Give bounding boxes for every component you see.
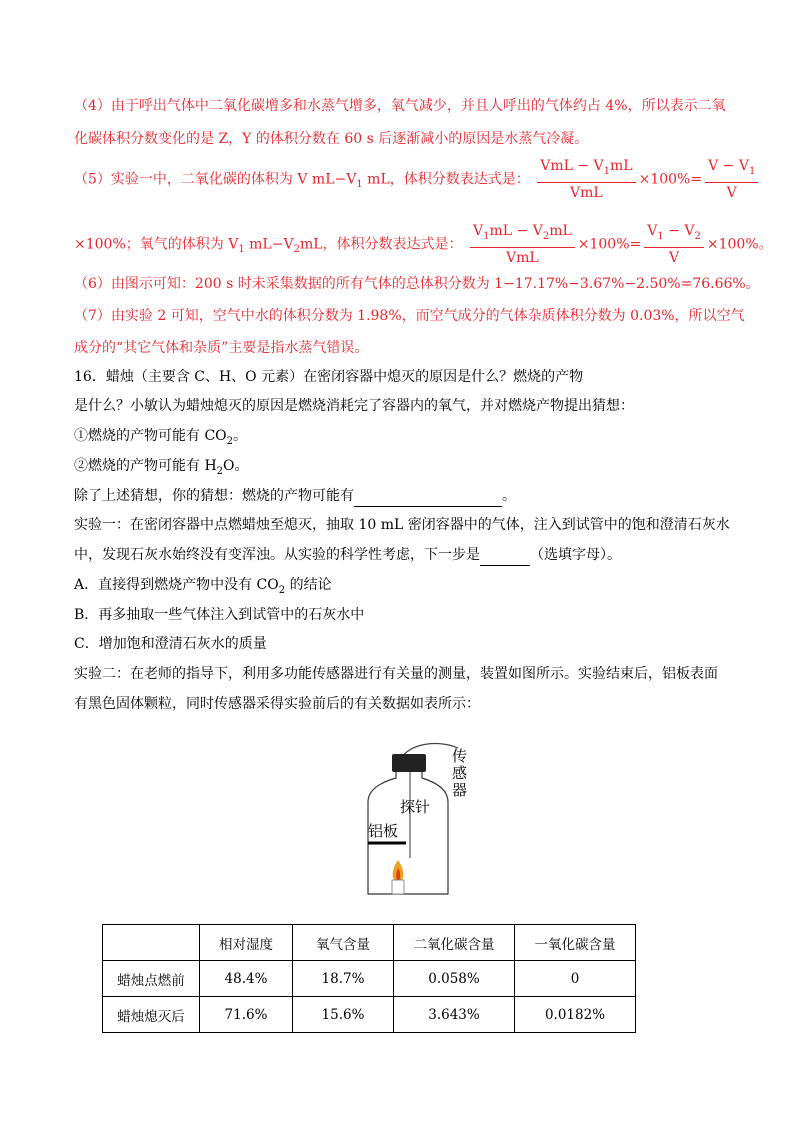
answer-7-line-2: 成分的“其它气体和杂质”主要是指水蒸气错误。 xyxy=(74,340,369,356)
table-row xyxy=(103,997,636,1033)
fraction-o2-volume: $\frac{V_1mL - V_2mL}{\text{VmL}}$ xyxy=(470,222,575,267)
answer-5-sub: 1 xyxy=(356,179,363,191)
table-cell: 15.6% xyxy=(293,997,394,1033)
experiment-2-line-2: 有黑色固体颗粒，同时传感器采得实验前后的有关数据如表所示： xyxy=(74,696,480,712)
fraction-co2-volume: $\frac{VmL - V_1mL}{\text{VmL}}$ xyxy=(537,157,635,202)
answer-4-line-2: 化碳体积分数变化的是 Z，Y 的体积分数在 60 s 后逐渐减小的原因是水蒸气冷凝。 xyxy=(74,131,589,147)
candle xyxy=(392,880,404,894)
answer-5-prefix: （5）实验一中，二氧化碳的体积为 V mL−V xyxy=(74,171,357,188)
fraction-co2-simplified: $\frac{V - V_1}{V}$ xyxy=(705,157,758,202)
experiment-1-line-1: 实验一：在密闭容器中点燃蜡烛至熄灭，抽取 10 mL 密闭容器中的气体，注入到试管中的饱和澄清石灰水 xyxy=(74,517,730,533)
table-header-cell: 相对湿度 xyxy=(200,925,293,961)
experiment-2-line-1: 实验二：在老师的指导下，利用多功能传感器进行有关量的测量，装置如图所示。实验结束后，铝板表面 xyxy=(74,666,718,682)
bottle-cap xyxy=(392,754,426,772)
table-cell: 71.6% xyxy=(200,997,293,1033)
option-a: A．直接得到燃烧产物中没有 $CO_2$ 的结论 xyxy=(74,577,332,596)
guess-1: ①燃烧的产物可能有 $CO_2$。 xyxy=(74,428,248,447)
label-plate: 铝板 xyxy=(368,822,399,840)
table-header-cell: 一氧化碳含量 xyxy=(515,925,636,961)
table-cell: 18.7% xyxy=(293,961,394,997)
table-cell: 蜡烛点燃前 xyxy=(103,961,200,997)
table-header-row xyxy=(103,925,636,961)
guess-2: ②燃烧的产物可能有 $H_2O$。 xyxy=(74,458,249,477)
label-sensor: 传感器 xyxy=(452,747,468,799)
measurement-table xyxy=(102,924,636,1033)
answer-6: （6）由图示可知：200 s 时未采集数据的所有气体的总体积分数为 1−17.17%−3.67%−2.50%=76.66%。 xyxy=(74,276,760,292)
answer-5-mid: mL，体积分数表达式是： xyxy=(362,171,530,188)
apparatus-figure xyxy=(340,738,490,898)
fraction-o2-simplified: $\frac{V_1 - V_2}{V}$ xyxy=(644,222,704,267)
option-b: B．再多抽取一些气体注入到试管中的石灰水中 xyxy=(74,607,365,623)
table-cell: 0.0182% xyxy=(515,997,636,1033)
table-header-cell: 二氧化碳含量 xyxy=(394,925,515,961)
table-row xyxy=(103,961,636,997)
answer-4-line-1: （4）由于呼出气体中二氧化碳增多和水蒸气增多，氧气减少，并且人呼出的气体约占 4%，所以表示二氧 xyxy=(74,98,726,114)
answer-7-line-1: （7）由实验 2 可知，空气中水的体积分数为 1.98%，而空气成分的气体杂质体积分数为 0.03%，所以空气 xyxy=(74,308,745,324)
answer-blank-choice[interactable] xyxy=(480,545,530,566)
question-16-line-2: 是什么？小敏认为蜡烛熄灭的原因是燃烧消耗完了容器内的氧气，并对燃烧产物提出猜想： xyxy=(74,398,634,414)
table-cell: 蜡烛熄灭后 xyxy=(103,997,200,1033)
answer-5-line-2: ×100%；氧气的体积为 $V_1$ $mL-V_2mL$，体积分数表达式是： $\frac{V_1mL - V_2mL}{\text{VmL}}$ ×100%= $\frac{V_1 - V_2}{V}$ ×100%。 xyxy=(74,223,773,266)
table-cell: 0 xyxy=(515,961,636,997)
option-c: C．增加饱和澄清石灰水的质量 xyxy=(74,636,267,652)
table-cell: 3.643% xyxy=(394,997,515,1033)
experiment-1-line-2: 中，发现石灰水始终没有变浑浊。从实验的科学性考虑，下一步是 （选填字母）。 xyxy=(74,545,621,566)
answer-blank[interactable] xyxy=(354,486,502,507)
times-100-eq: ×100%= xyxy=(638,171,703,188)
table-header-cell: 氧气含量 xyxy=(293,925,394,961)
answer-5-line-1 xyxy=(74,157,761,205)
table-cell: 0.058% xyxy=(394,961,515,997)
table-header-cell xyxy=(103,925,200,961)
label-probe: 探针 xyxy=(400,798,431,816)
question-16-line-1: 16．蜡烛（主要含 C、H、O 元素）在密闭容器中熄灭的原因是什么？燃烧的产物 xyxy=(74,369,584,385)
guess-3: 除了上述猜想，你的猜想：燃烧的产物可能有 。 xyxy=(74,486,516,507)
table-cell: 48.4% xyxy=(200,961,293,997)
